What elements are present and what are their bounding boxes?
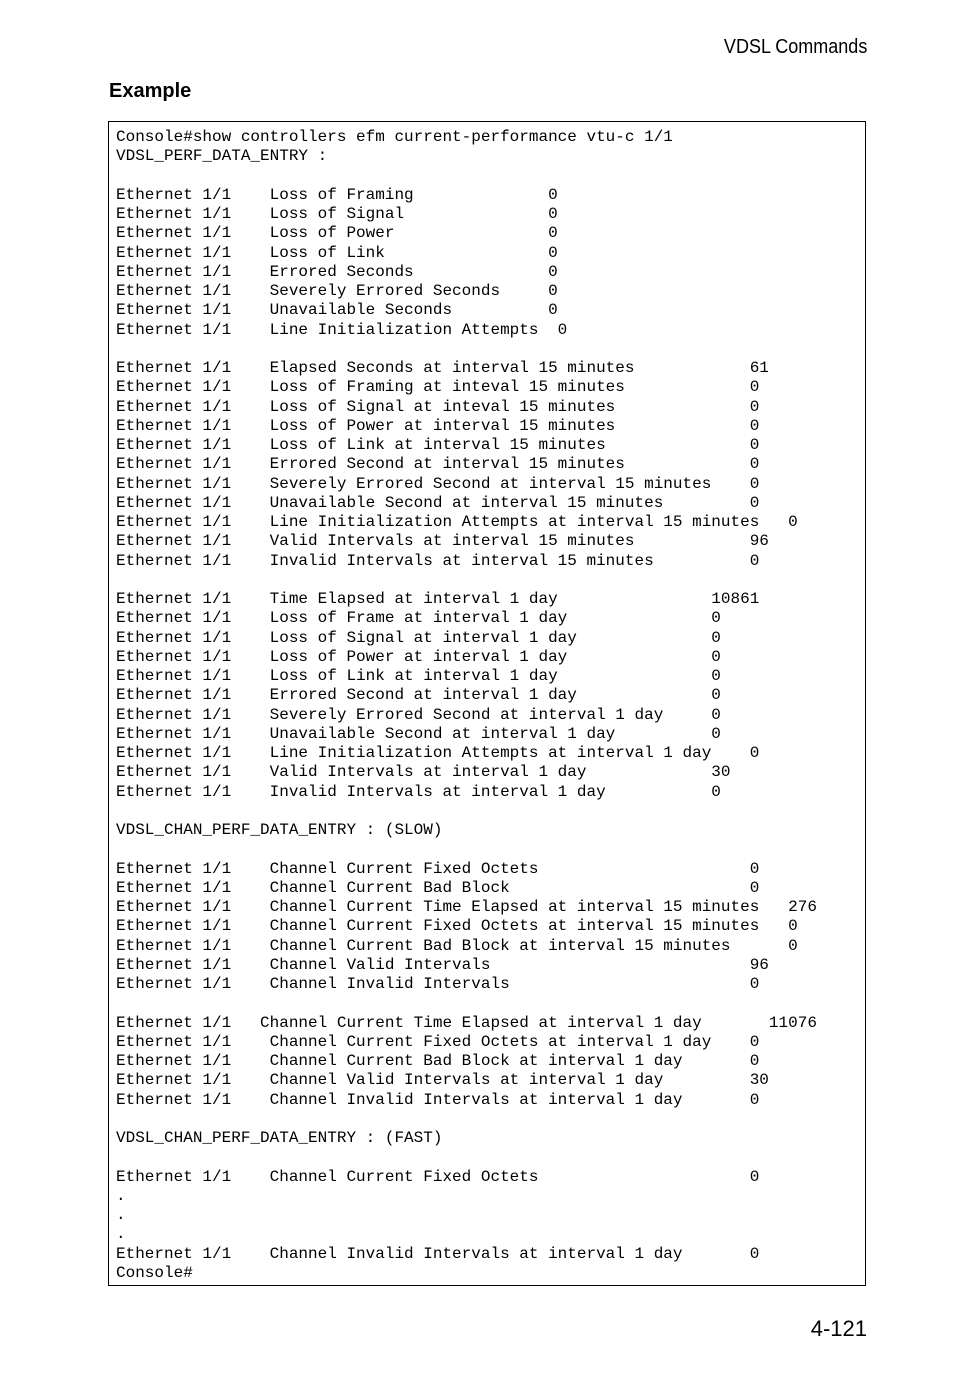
- console-line: Ethernet 1/1 Channel Current Bad Block at interval 15 minutes 0: [116, 936, 798, 955]
- console-line: Ethernet 1/1 Unavailable Seconds 0: [116, 301, 558, 320]
- console-line: Ethernet 1/1 Line Initialization Attempts at interval 1 day 0: [116, 744, 760, 762]
- console-line: Ethernet 1/1 Channel Current Bad Block at interval 1 day 0: [116, 1052, 760, 1070]
- console-line: Ethernet 1/1 Severely Errored Second at interval 15 minutes 0: [116, 474, 760, 493]
- console-line: Ethernet 1/1 Invalid Intervals at interval 15 minutes 0: [116, 551, 760, 570]
- console-output-box: [108, 121, 866, 1286]
- console-line: Ethernet 1/1 Channel Current Fixed Octets 0: [116, 1167, 760, 1186]
- console-line: Ethernet 1/1 Channel Current Fixed Octets at interval 15 minutes 0: [116, 917, 798, 936]
- console-line: .: [116, 1186, 126, 1205]
- console-line: [116, 340, 817, 359]
- console-line: Ethernet 1/1 Invalid Intervals at interval 1 day 0: [116, 782, 721, 801]
- console-line: Ethernet 1/1 Loss of Link at interval 1 day 0: [116, 667, 721, 685]
- section-title: Example: [109, 80, 192, 102]
- console-line: Ethernet 1/1 Channel Valid Intervals at interval 1 day 30: [116, 1071, 769, 1090]
- console-line: Ethernet 1/1 Loss of Signal 0: [116, 205, 558, 223]
- console-line: VDSL_PERF_DATA_ENTRY :: [116, 147, 328, 166]
- console-line: [116, 1110, 817, 1129]
- console-line: .: [116, 1206, 126, 1224]
- console-line: Ethernet 1/1 Channel Current Time Elapsed at interval 1 day 11076: [116, 1013, 817, 1032]
- console-line: Ethernet 1/1 Channel Valid Intervals 96: [116, 955, 769, 974]
- console-line: Ethernet 1/1 Loss of Power 0: [116, 224, 558, 243]
- console-line: Ethernet 1/1 Loss of Power at interval 1 day 0: [116, 647, 721, 666]
- console-line: Ethernet 1/1 Unavailable Second at interval 1 day 0: [116, 724, 721, 743]
- console-line: Ethernet 1/1 Channel Current Time Elapsed at interval 15 minutes 276: [116, 898, 817, 916]
- console-line: Ethernet 1/1 Loss of Signal at interval 1 day 0: [116, 628, 721, 647]
- console-line: VDSL_CHAN_PERF_DATA_ENTRY : (FAST): [116, 1129, 443, 1147]
- console-line: Ethernet 1/1 Errored Seconds 0: [116, 262, 558, 281]
- console-line: .: [116, 1225, 126, 1244]
- page-number: 4-121: [810, 1316, 867, 1341]
- console-line: Ethernet 1/1 Severely Errored Seconds 0: [116, 282, 558, 300]
- console-line: Ethernet 1/1 Valid Intervals at interval 1 day 30: [116, 763, 731, 782]
- console-line: [116, 802, 817, 821]
- console-line: Ethernet 1/1 Errored Second at interval 1 day 0: [116, 686, 721, 705]
- console-line: Ethernet 1/1 Channel Invalid Intervals 0: [116, 975, 760, 993]
- console-line: Console#: [116, 1263, 193, 1282]
- console-line: Ethernet 1/1 Channel Invalid Intervals at interval 1 day 0: [116, 1244, 760, 1263]
- console-line: Ethernet 1/1 Loss of Framing at inteval 15 minutes 0: [116, 378, 760, 397]
- console-line: Ethernet 1/1 Loss of Frame at interval 1 day 0: [116, 609, 721, 628]
- console-line: VDSL_CHAN_PERF_DATA_ENTRY : (SLOW): [116, 821, 443, 839]
- console-line: [116, 840, 817, 859]
- console-line: Ethernet 1/1 Loss of Power at interval 15 minutes 0: [116, 416, 760, 435]
- console-line: Ethernet 1/1 Unavailable Second at interval 15 minutes 0: [116, 493, 760, 512]
- console-line: Ethernet 1/1 Line Initialization Attempts at interval 15 minutes 0: [116, 513, 798, 531]
- console-line: Ethernet 1/1 Channel Current Fixed Octets 0: [116, 859, 760, 878]
- console-line: Ethernet 1/1 Severely Errored Second at interval 1 day 0: [116, 705, 721, 724]
- console-line: [116, 571, 817, 590]
- console-line: Ethernet 1/1 Valid Intervals at interval 15 minutes 96: [116, 532, 769, 551]
- console-line: Ethernet 1/1 Line Initialization Attempts 0: [116, 320, 568, 339]
- console-line: Ethernet 1/1 Channel Current Bad Block 0: [116, 878, 760, 897]
- console-line: Ethernet 1/1 Errored Second at interval 15 minutes 0: [116, 455, 760, 474]
- console-line: Ethernet 1/1 Loss of Link 0: [116, 243, 558, 262]
- console-line: Ethernet 1/1 Loss of Signal at inteval 15 minutes 0: [116, 397, 760, 416]
- console-line: [116, 994, 817, 1013]
- console-output: [116, 128, 817, 1283]
- running-header: VDSL Commands: [723, 36, 867, 58]
- console-line: Ethernet 1/1 Channel Current Fixed Octets at interval 1 day 0: [116, 1032, 760, 1051]
- console-line: Ethernet 1/1 Time Elapsed at interval 1 day 10861: [116, 590, 760, 608]
- console-line: Console#show controllers efm current-performance vtu-c 1/1: [116, 128, 673, 146]
- console-line: Ethernet 1/1 Loss of Link at interval 15 minutes 0: [116, 436, 760, 454]
- console-line: [116, 1148, 817, 1167]
- console-line: Ethernet 1/1 Elapsed Seconds at interval 15 minutes 61: [116, 359, 769, 377]
- console-line: Ethernet 1/1 Channel Invalid Intervals at interval 1 day 0: [116, 1090, 760, 1109]
- console-line: [116, 167, 817, 186]
- console-line: Ethernet 1/1 Loss of Framing 0: [116, 185, 558, 204]
